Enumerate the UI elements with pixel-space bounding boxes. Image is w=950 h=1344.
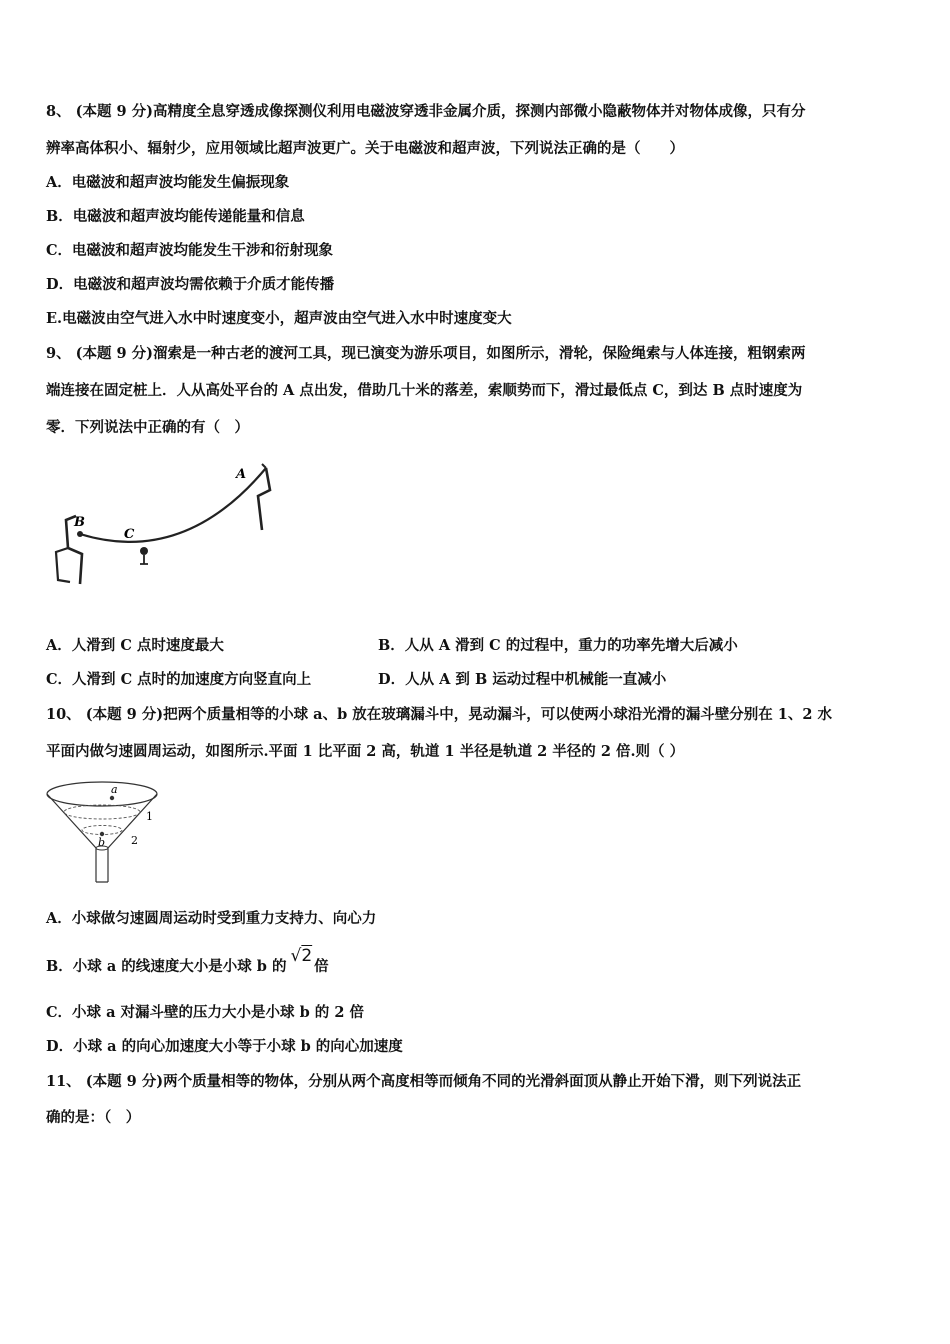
- q9-option-a: A．人滑到 C 点时速度最大: [46, 637, 224, 654]
- q8-option-d: D．电磁波和超声波均需依赖于介质才能传播: [46, 276, 335, 293]
- zipline-figure: [44, 456, 284, 596]
- sqrt-sign: √: [290, 946, 302, 966]
- q11-stem-line2: 确的是：（ ）: [46, 1109, 141, 1126]
- q9-option-c: C．人滑到 C 点时的加速度方向竖直向上: [46, 671, 312, 688]
- anchor-post-a: [258, 468, 270, 530]
- anchor-post-b-lower: [56, 548, 70, 582]
- q8-option-e: E.电磁波由空气进入水中时速度变小，超声波由空气进入水中时速度变大: [46, 310, 512, 327]
- pulley-c-icon: [140, 547, 148, 555]
- q10-stem-line1: 10、 (本题 9 分)把两个质量相等的小球 a、b 放在玻璃漏斗中，晃动漏斗，可以使两小球沿光滑的漏斗壁分别在 1、2 水: [46, 706, 833, 723]
- funnel-figure: [44, 776, 174, 888]
- person-icon: [140, 555, 148, 564]
- ball-a-icon: [110, 796, 114, 800]
- q10-option-c: C．小球 a 对漏斗壁的压力大小是小球 b 的 2 倍: [46, 1004, 364, 1021]
- funnel-rim: [47, 782, 157, 806]
- track-1: [64, 805, 140, 819]
- point-b-dot: [77, 531, 83, 537]
- q9-stem-line2: 端连接在固定桩上．人从高处平台的 A 点出发，借助几十米的落差，索顺势而下，滑过最低点 C，到达 B 点时速度为: [46, 382, 803, 399]
- q8-option-b: B．电磁波和超声波均能传递能量和信息: [46, 208, 305, 225]
- q11-stem-line1: 11、 (本题 9 分)两个质量相等的物体，分别从两个高度相等而倾角不同的光滑斜面顶从静止开始下滑，则下列说法正: [46, 1073, 802, 1090]
- q8-option-a: A．电磁波和超声波均能发生偏振现象: [46, 174, 290, 191]
- q8-stem-line2: 辨率高体积小、辐射少，应用领域比超声波更广。关于电磁波和超声波，下列说法正确的是（ ）: [46, 140, 684, 157]
- label-ball-b: b: [98, 836, 106, 849]
- q8-stem-line1: 8、 (本题 9 分)高精度全息穿透成像探测仪利用电磁波穿透非金属介质，探测内部微小隐蔽物体并对物体成像，只有分: [46, 103, 806, 120]
- label-ball-a: a: [111, 783, 118, 796]
- q8-option-c: C．电磁波和超声波均能发生干涉和衍射现象: [46, 242, 334, 259]
- q10-option-a: A．小球做匀速圆周运动时受到重力支持力、向心力: [46, 910, 377, 927]
- q9-option-b: B．人从 A 滑到 C 的过程中，重力的功率先增大后减小: [378, 637, 738, 654]
- q9-stem-line3: 零．下列说法中正确的有（ ）: [46, 419, 249, 436]
- label-c: C: [124, 527, 135, 542]
- label-plane-1: 1: [146, 810, 153, 823]
- sqrt-value: 2: [301, 946, 313, 966]
- q10-stem-line2: 平面内做匀速圆周运动，如图所示.平面 1 比平面 2 高，轨道 1 半径是轨道 2 半径的 2 倍.则（ ）: [46, 743, 685, 760]
- label-b: B: [74, 515, 85, 530]
- q9-option-d: D．人从 A 到 B 运动过程中机械能一直减小: [378, 671, 667, 688]
- label-a: A: [236, 467, 247, 482]
- label-plane-2: 2: [131, 834, 138, 847]
- q10-option-d: D．小球 a 的向心加速度大小等于小球 b 的向心加速度: [46, 1038, 403, 1055]
- q9-stem-line1: 9、 (本题 9 分)溜索是一种古老的渡河工具，现已演变为游乐项目，如图所示，滑轮，保险绳索与人体连接，粗钢索两: [46, 345, 806, 362]
- q10-option-b: B．小球 a 的线速度大小是小球 b 的√2倍: [46, 946, 329, 975]
